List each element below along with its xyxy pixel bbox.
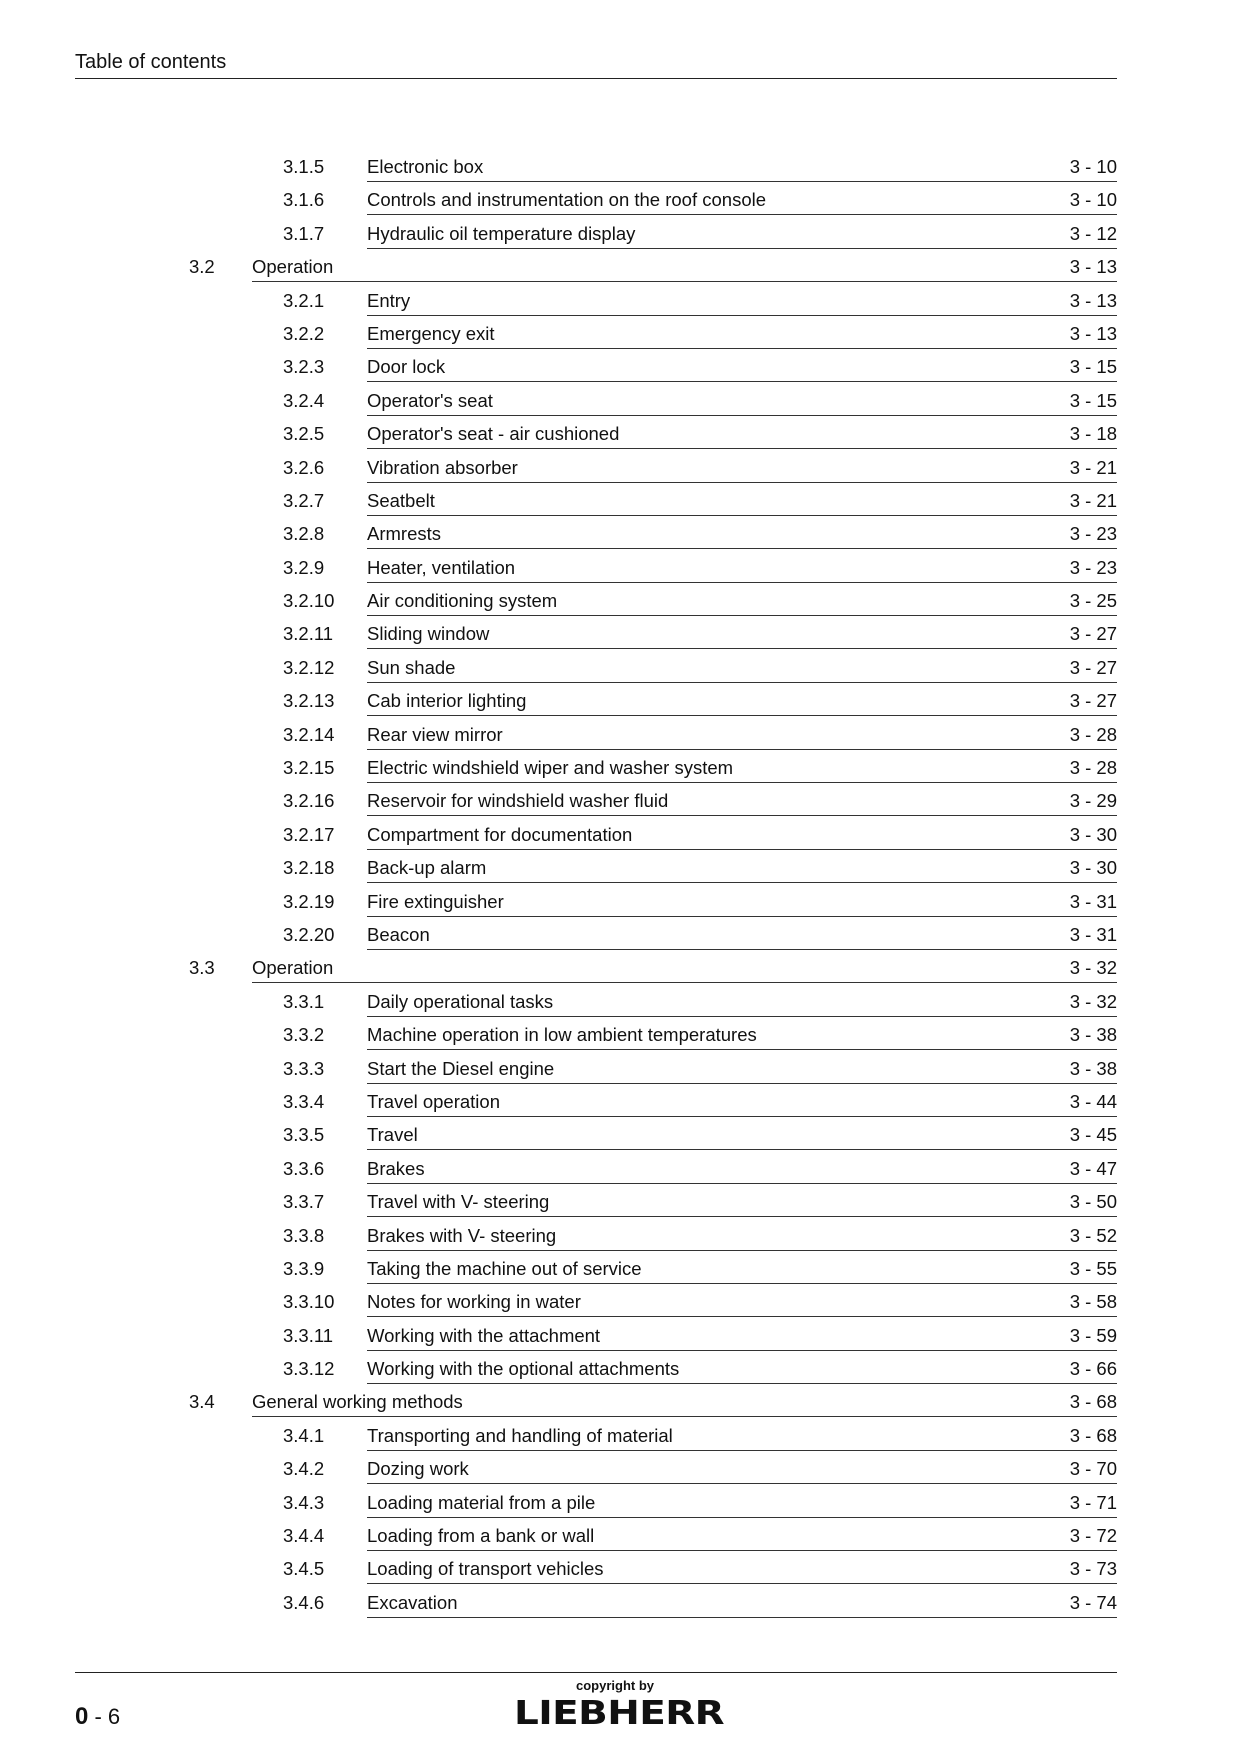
toc-entry-number: 3.3.7: [283, 1191, 325, 1213]
toc-entry-page: 3 - 25: [1069, 590, 1117, 612]
toc-entry-row[interactable]: [0, 1419, 1241, 1452]
toc-entry-number: 3.4.2: [283, 1458, 325, 1480]
toc-entry-page: 3 - 13: [1069, 256, 1117, 278]
toc-entry-page: 3 - 73: [1069, 1558, 1117, 1580]
toc-entry-page: 3 - 27: [1069, 690, 1117, 712]
toc-entry-page: 3 - 32: [1069, 957, 1117, 979]
toc-entry-number: 3.3.6: [283, 1157, 325, 1179]
toc-entry-row[interactable]: [0, 818, 1241, 851]
toc-entry-title: Notes for working in water: [367, 1291, 581, 1313]
toc-entry-row[interactable]: [0, 484, 1241, 517]
toc-entry-number: 3.3.9: [283, 1257, 325, 1279]
toc-entry-underline: [367, 1350, 1117, 1351]
toc-entry-page: 3 - 31: [1069, 890, 1117, 912]
toc-entry-underline: [367, 548, 1117, 549]
toc-entry-number: 3.4.6: [283, 1591, 325, 1613]
toc-entry-underline: [367, 1483, 1117, 1484]
toc-entry-page: 3 - 47: [1069, 1157, 1117, 1179]
toc-entry-number: 3.2.13: [283, 690, 335, 712]
toc-entry-underline: [367, 482, 1117, 483]
toc-entry-underline: [367, 682, 1117, 683]
toc-entry-page: 3 - 31: [1069, 923, 1117, 945]
toc-entry-title: Dozing work: [367, 1458, 469, 1480]
toc-entry-number: 3.2: [189, 256, 215, 278]
toc-entry-page: 3 - 13: [1069, 289, 1117, 311]
toc-entry-page: 3 - 45: [1069, 1124, 1117, 1146]
toc-entry-underline: [367, 1083, 1117, 1084]
toc-entry-number: 3.2.6: [283, 456, 325, 478]
toc-entry-page: 3 - 28: [1069, 723, 1117, 745]
toc-entry-row[interactable]: [0, 918, 1241, 951]
toc-entry-title: Travel operation: [367, 1090, 500, 1112]
toc-entry-number: 3.2.18: [283, 857, 335, 879]
toc-entry-underline: [367, 1450, 1117, 1451]
toc-entry-underline: [367, 1550, 1117, 1551]
toc-entry-number: 3.3.12: [283, 1358, 335, 1380]
toc-entry-row[interactable]: [0, 1552, 1241, 1585]
toc-entry-row[interactable]: [0, 1152, 1241, 1185]
toc-entry-title: Machine operation in low ambient temperatures: [367, 1024, 757, 1046]
toc-entry-underline: [367, 749, 1117, 750]
toc-entry-underline: [367, 1517, 1117, 1518]
toc-entry-underline: [367, 1316, 1117, 1317]
toc-entry-underline: [367, 916, 1117, 917]
toc-entry-number: 3.4.3: [283, 1491, 325, 1513]
toc-entry-title: Electronic box: [367, 156, 484, 177]
toc-entry-page: 3 - 10: [1069, 189, 1117, 211]
toc-entry-underline: [367, 1016, 1117, 1017]
toc-entry-page: 3 - 38: [1069, 1057, 1117, 1079]
toc-entry-row[interactable]: [0, 417, 1241, 450]
toc-entry-underline: [367, 448, 1117, 449]
toc-entry-underline: [367, 315, 1117, 316]
toc-entry-title: Compartment for documentation: [367, 823, 633, 845]
toc-entry-page: 3 - 15: [1069, 356, 1117, 378]
page-header-title: Table of contents: [75, 51, 227, 73]
toc-entry-page: 3 - 55: [1069, 1257, 1117, 1279]
toc-entry-underline: [367, 648, 1117, 649]
toc-entry-underline: [367, 1583, 1117, 1584]
toc-entry-underline: [367, 949, 1117, 950]
toc-entry-underline: [252, 1416, 1117, 1417]
toc-entry-title: Working with the attachment: [367, 1324, 601, 1346]
toc-entry-title: Brakes: [367, 1157, 425, 1179]
toc-entry-title: Cab interior lighting: [367, 690, 527, 712]
toc-entry-underline: [367, 782, 1117, 783]
toc-entry-underline: [252, 982, 1117, 983]
toc-entry-page: 3 - 15: [1069, 389, 1117, 411]
toc-entry-title: Controls and instrumentation on the roof console: [367, 189, 767, 211]
toc-section-row[interactable]: [0, 250, 1241, 283]
toc-entry-page: 3 - 21: [1069, 489, 1117, 511]
toc-entry-number: 3.3.2: [283, 1024, 325, 1046]
toc-entry-row[interactable]: [0, 885, 1241, 918]
toc-entry-row[interactable]: [0, 350, 1241, 383]
toc-entry-row[interactable]: [0, 985, 1241, 1018]
toc-entry-number: 3.2.3: [283, 356, 325, 378]
toc-entry-title: Travel: [367, 1124, 418, 1146]
toc-entry-underline: [367, 1149, 1117, 1150]
toc-entry-title: Daily operational tasks: [367, 990, 554, 1012]
toc-entry-number: 3.4: [189, 1391, 215, 1413]
toc-entry-title: General working methods: [252, 1391, 463, 1413]
toc-entry-number: 3.2.15: [283, 757, 335, 779]
toc-entry-underline: [367, 715, 1117, 716]
toc-entry-underline: [367, 615, 1117, 616]
toc-entry-number: 3.2.5: [283, 423, 325, 445]
toc-entry-row[interactable]: [0, 517, 1241, 550]
toc-entry-row[interactable]: [0, 1185, 1241, 1218]
toc-entry-title: Travel with V- steering: [367, 1191, 550, 1213]
toc-entry-row[interactable]: [0, 284, 1241, 317]
table-of-contents: [0, 150, 1241, 1619]
toc-entry-title: Fire extinguisher: [367, 890, 504, 912]
toc-entry-page: 3 - 29: [1069, 790, 1117, 812]
toc-entry-title: Operation: [252, 957, 334, 979]
toc-entry-title: Working with the optional attachments: [367, 1358, 680, 1380]
copyright-notice: copyright by: [575, 1678, 654, 1693]
toc-entry-number: 3.2.4: [283, 389, 325, 411]
toc-entry-page: 3 - 74: [1069, 1591, 1117, 1613]
toc-section-row[interactable]: [0, 951, 1241, 984]
toc-entry-row[interactable]: [0, 617, 1241, 650]
toc-entry-row[interactable]: [0, 584, 1241, 617]
toc-entry-number: 3.2.8: [283, 523, 325, 545]
toc-entry-page: 3 - 38: [1069, 1024, 1117, 1046]
toc-entry-page: 3 - 58: [1069, 1291, 1117, 1313]
toc-entry-row[interactable]: [0, 1319, 1241, 1352]
toc-entry-page: 3 - 10: [1069, 156, 1117, 177]
toc-entry-number: 3.4.1: [283, 1424, 325, 1446]
toc-entry-page: 3 - 12: [1069, 222, 1117, 244]
toc-entry-title: Back-up alarm: [367, 857, 487, 879]
toc-entry-underline: [367, 1617, 1117, 1618]
toc-entry-page: 3 - 72: [1069, 1525, 1117, 1547]
toc-entry-row[interactable]: [0, 651, 1241, 684]
toc-entry-number: 3.2.17: [283, 823, 335, 845]
toc-entry-title: Beacon: [367, 923, 430, 945]
toc-entry-underline: [367, 1049, 1117, 1050]
toc-entry-page: 3 - 23: [1069, 556, 1117, 578]
toc-entry-underline: [367, 1250, 1117, 1251]
toc-entry-title: Heater, ventilation: [367, 556, 516, 578]
page-number: [75, 1704, 120, 1730]
toc-entry-number: 3.2.11: [283, 623, 334, 645]
toc-entry-underline: [367, 214, 1117, 215]
toc-entry-title: Excavation: [367, 1591, 458, 1613]
toc-entry-title: Reservoir for windshield washer fluid: [367, 790, 669, 812]
toc-entry-number: 3.3.5: [283, 1124, 325, 1146]
toc-entry-number: 3.3.11: [283, 1324, 334, 1346]
toc-entry-underline: [367, 1183, 1117, 1184]
toc-entry-underline: [367, 1216, 1117, 1217]
toc-entry-number: 3.2.16: [283, 790, 335, 812]
toc-entry-underline: [367, 381, 1117, 382]
toc-entry-title: Loading of transport vehicles: [367, 1558, 604, 1580]
toc-entry-row[interactable]: [0, 217, 1241, 250]
toc-entry-page: 3 - 52: [1069, 1224, 1117, 1246]
toc-entry-number: 3.2.1: [283, 289, 325, 311]
toc-entry-title: Operator's seat - air cushioned: [367, 423, 620, 445]
toc-entry-number: 3.1.6: [283, 189, 325, 211]
toc-entry-underline: [367, 882, 1117, 883]
toc-entry-number: 3.2.2: [283, 322, 325, 344]
toc-entry-title: Electric windshield wiper and washer system: [367, 757, 734, 779]
toc-entry-title: Sliding window: [367, 623, 490, 645]
liebherr-logo-text: LIEBHERR: [514, 1694, 725, 1728]
toc-entry-page: 3 - 30: [1069, 823, 1117, 845]
toc-entry-row[interactable]: [0, 1452, 1241, 1485]
toc-entry-page: 3 - 68: [1069, 1424, 1117, 1446]
toc-entry-title: Operator's seat: [367, 389, 493, 411]
toc-entry-underline: [367, 348, 1117, 349]
toc-entry-row[interactable]: [0, 684, 1241, 717]
toc-entry-row[interactable]: [0, 317, 1241, 350]
toc-entry-row[interactable]: [0, 150, 1241, 183]
toc-entry-row[interactable]: [0, 551, 1241, 584]
footer-divider: [75, 1672, 1117, 1673]
toc-entry-number: 3.2.12: [283, 656, 335, 678]
toc-section-row[interactable]: [0, 1385, 1241, 1418]
toc-entry-underline: [367, 1283, 1117, 1284]
toc-entry-number: 3.2.7: [283, 489, 325, 511]
page-number-separator: -: [88, 1704, 108, 1729]
toc-entry-title: Loading material from a pile: [367, 1491, 596, 1513]
toc-entry-row[interactable]: [0, 1586, 1241, 1619]
toc-entry-title: Sun shade: [367, 656, 456, 678]
toc-entry-title: Loading from a bank or wall: [367, 1525, 595, 1547]
toc-entry-title: Rear view mirror: [367, 723, 503, 745]
toc-entry-row[interactable]: [0, 784, 1241, 817]
toc-entry-row[interactable]: [0, 1219, 1241, 1252]
toc-entry-number: 3.4.5: [283, 1558, 325, 1580]
toc-entry-number: 3.3.4: [283, 1090, 325, 1112]
toc-entry-page: 3 - 28: [1069, 757, 1117, 779]
toc-entry-number: 3.2.9: [283, 556, 325, 578]
toc-entry-number: 3.3.1: [283, 990, 325, 1012]
toc-entry-page: 3 - 70: [1069, 1458, 1117, 1480]
toc-entry-underline: [252, 281, 1117, 282]
toc-entry-row[interactable]: [0, 1252, 1241, 1285]
toc-entry-number: 3.2.20: [283, 923, 335, 945]
toc-entry-row[interactable]: [0, 1285, 1241, 1318]
page-number-page: 6: [107, 1704, 121, 1729]
liebherr-logo: [512, 1694, 726, 1728]
toc-entry-title: Emergency exit: [367, 322, 495, 344]
toc-entry-page: 3 - 50: [1069, 1191, 1117, 1213]
toc-entry-page: 3 - 30: [1069, 857, 1117, 879]
toc-entry-title: Vibration absorber: [367, 456, 518, 478]
toc-entry-page: 3 - 71: [1069, 1491, 1117, 1513]
toc-entry-title: Armrests: [367, 523, 441, 545]
toc-entry-page: 3 - 27: [1069, 656, 1117, 678]
toc-entry-page: 3 - 59: [1069, 1324, 1117, 1346]
toc-entry-underline: [367, 849, 1117, 850]
toc-entry-page: 3 - 13: [1069, 322, 1117, 344]
toc-entry-row[interactable]: [0, 183, 1241, 216]
toc-entry-row[interactable]: [0, 1118, 1241, 1151]
toc-entry-page: 3 - 23: [1069, 523, 1117, 545]
toc-entry-title: Start the Diesel engine: [367, 1057, 555, 1079]
toc-entry-title: Door lock: [367, 356, 446, 378]
toc-entry-page: 3 - 21: [1069, 456, 1117, 478]
toc-entry-title: Hydraulic oil temperature display: [367, 222, 636, 244]
toc-entry-underline: [367, 582, 1117, 583]
toc-entry-number: 3.3.8: [283, 1224, 325, 1246]
toc-entry-row[interactable]: [0, 451, 1241, 484]
toc-entry-row[interactable]: [0, 1519, 1241, 1552]
toc-entry-underline: [367, 1116, 1117, 1117]
toc-entry-title: Seatbelt: [367, 489, 435, 511]
toc-entry-title: Taking the machine out of service: [367, 1257, 642, 1279]
toc-entry-row[interactable]: [0, 384, 1241, 417]
toc-entry-title: Air conditioning system: [367, 590, 558, 612]
toc-entry-underline: [367, 181, 1117, 182]
toc-entry-number: 3.1.7: [283, 222, 325, 244]
toc-entry-page: 3 - 18: [1069, 423, 1117, 445]
toc-entry-underline: [367, 248, 1117, 249]
toc-entry-page: 3 - 44: [1069, 1090, 1117, 1112]
toc-entry-row[interactable]: [0, 1486, 1241, 1519]
toc-entry-number: 3.4.4: [283, 1525, 325, 1547]
toc-entry-page: 3 - 27: [1069, 623, 1117, 645]
toc-entry-page: 3 - 68: [1069, 1391, 1117, 1413]
toc-entry-underline: [367, 515, 1117, 516]
toc-entry-title: Transporting and handling of material: [367, 1424, 673, 1446]
toc-entry-number: 3.1.5: [283, 156, 325, 177]
toc-entry-row[interactable]: [0, 1018, 1241, 1051]
toc-entry-number: 3.3.3: [283, 1057, 325, 1079]
toc-entry-underline: [367, 1383, 1117, 1384]
toc-entry-page: 3 - 66: [1069, 1358, 1117, 1380]
toc-entry-number: 3.2.19: [283, 890, 335, 912]
toc-entry-row[interactable]: [0, 1085, 1241, 1118]
header-divider: [75, 78, 1117, 79]
toc-entry-title: Entry: [367, 289, 411, 311]
toc-entry-number: 3.2.10: [283, 590, 335, 612]
toc-entry-underline: [367, 415, 1117, 416]
toc-entry-number: 3.3.10: [283, 1291, 335, 1313]
toc-entry-row[interactable]: [0, 1352, 1241, 1385]
page-number-chapter: 0: [75, 1703, 89, 1730]
toc-entry-row[interactable]: [0, 1052, 1241, 1085]
toc-entry-underline: [367, 815, 1117, 816]
toc-entry-number: 3.3: [189, 957, 215, 979]
toc-entry-row[interactable]: [0, 751, 1241, 784]
toc-entry-number: 3.2.14: [283, 723, 335, 745]
toc-entry-title: Operation: [252, 256, 334, 278]
toc-entry-row[interactable]: [0, 851, 1241, 884]
toc-entry-title: Brakes with V- steering: [367, 1224, 557, 1246]
toc-entry-row[interactable]: [0, 718, 1241, 751]
toc-entry-page: 3 - 32: [1069, 990, 1117, 1012]
